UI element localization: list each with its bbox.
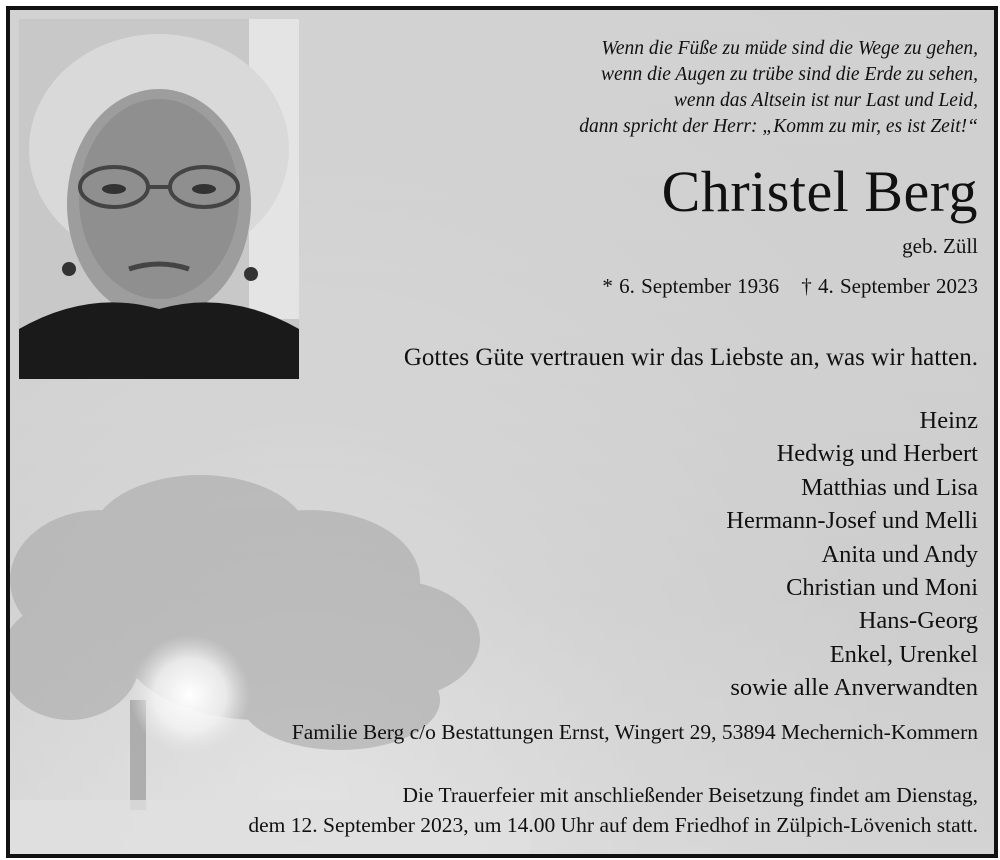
life-dates xyxy=(602,274,978,299)
mourner-name: Christian und Moni xyxy=(786,574,978,602)
memorial-quote: Gottes Güte vertrauen wir das Liebste an, was wir hatten. xyxy=(403,344,978,371)
funeral-line: dem 12. September 2023, um 14.00 Uhr auf dem Friedhof in Zülpich-Lövenich statt. xyxy=(248,813,978,837)
death-date: † 4. September 2023 xyxy=(801,274,978,298)
mourner-name: Hermann-Josef und Melli xyxy=(726,507,978,535)
deceased-name: Christel Berg xyxy=(661,159,978,224)
mourner-name: Hans-Georg xyxy=(858,607,978,635)
funeral-notice xyxy=(248,780,978,840)
mourner-name: Enkel, Urenkel xyxy=(829,640,978,668)
mourners-list xyxy=(726,404,978,705)
poem-line: wenn das Altsein ist nur Last und Leid, xyxy=(673,90,978,111)
mourner-name: Heinz xyxy=(919,407,978,434)
maiden-name: geb. Züll xyxy=(902,234,978,258)
portrait-image xyxy=(19,19,299,379)
obituary-card xyxy=(6,6,998,858)
poem-line: Wenn die Füße zu müde sind die Wege zu gehen, xyxy=(601,38,978,59)
poem xyxy=(579,36,978,140)
poem-line: wenn die Augen zu trübe sind die Erde zu sehen, xyxy=(601,64,978,85)
mourner-name: sowie alle Anverwandten xyxy=(730,674,978,702)
funeral-line: Die Trauerfeier mit anschließender Beisetzung findet am Dienstag, xyxy=(402,783,978,807)
mourner-name: Matthias und Lisa xyxy=(801,473,978,501)
mourner-name: Hedwig und Herbert xyxy=(776,440,978,468)
poem-line: dann spricht der Herr: „Komm zu mir, es ist Zeit!“ xyxy=(579,116,978,137)
portrait-photo xyxy=(19,19,299,379)
mourner-name: Anita und Andy xyxy=(821,540,978,568)
family-address: Familie Berg c/o Bestattungen Ernst, Wingert 29, 53894 Mechernich-Kommern xyxy=(291,720,978,744)
birth-date: * 6. September 1936 xyxy=(602,274,780,298)
